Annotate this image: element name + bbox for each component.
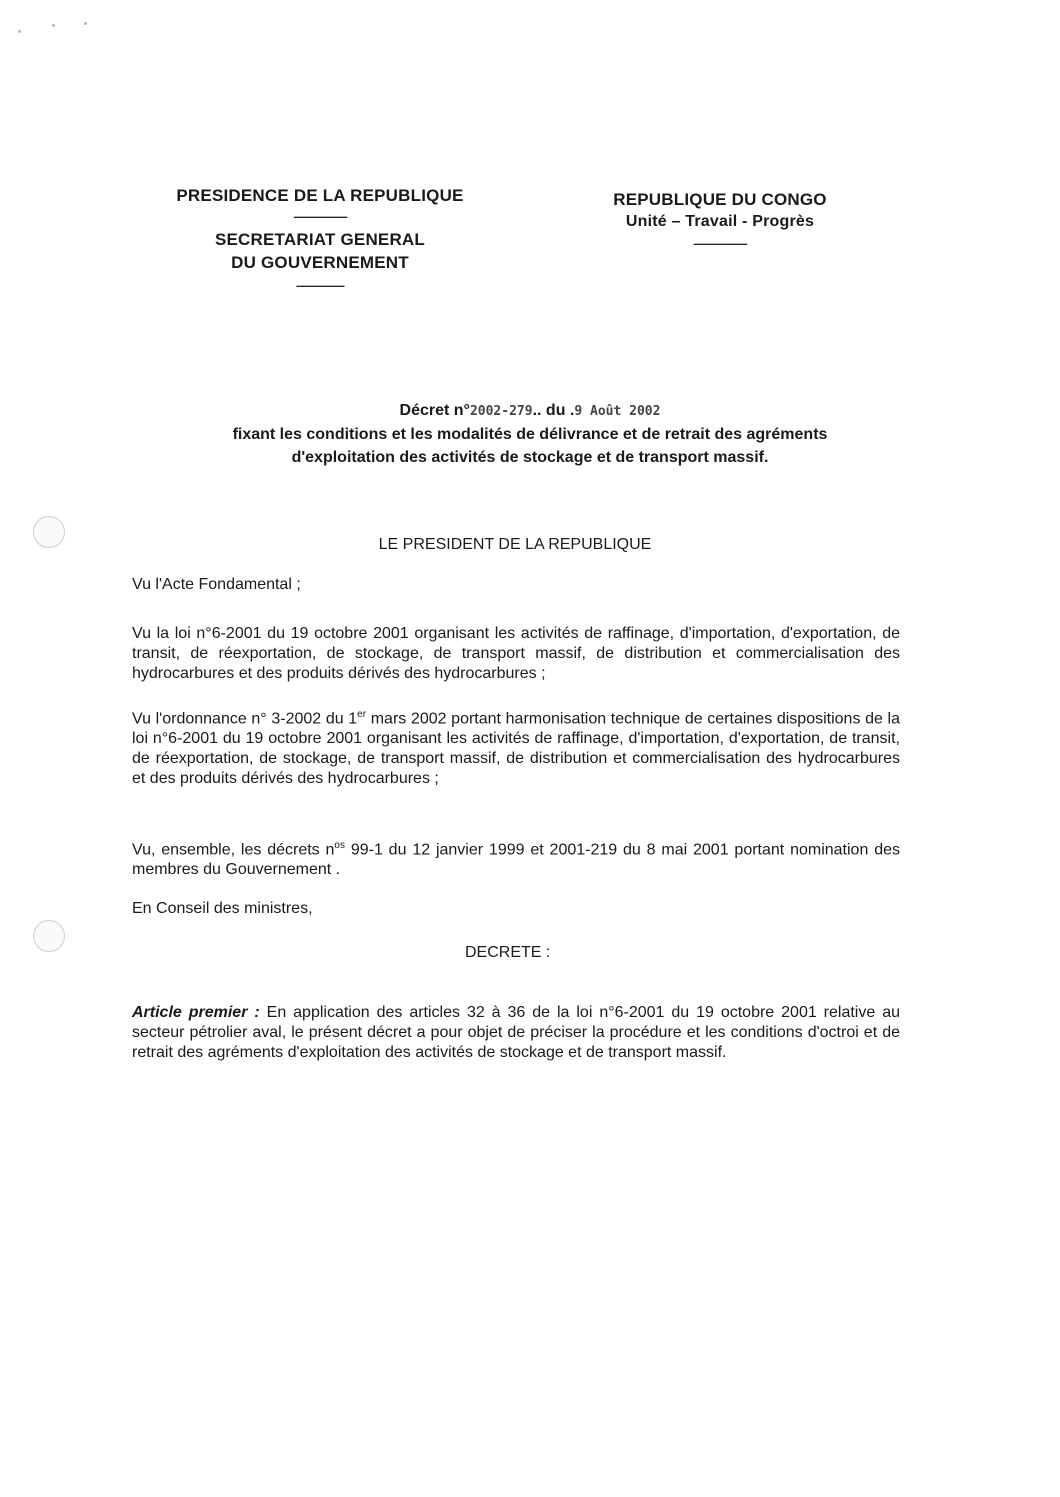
decree-number-handwritten: 2002-279 xyxy=(469,404,533,419)
vu-ordonnance-sup: er xyxy=(357,709,367,720)
scan-speck xyxy=(84,22,87,25)
vu-decrets-sup: os xyxy=(334,840,345,851)
header-presidence: PRESIDENCE DE LA REPUBLIQUE xyxy=(176,186,464,205)
scan-speck xyxy=(18,30,21,33)
decree-title-line-2: fixant les conditions et les modalités de délivrance et de retrait des agréments xyxy=(232,426,828,443)
decree-prefix: Décret n° xyxy=(399,402,470,419)
vu-decrets-text-b: 99-1 du 12 janvier 1999 et 2001-219 du 8 mai 2001 portant nomination des membres du Gouvernement . xyxy=(132,841,900,879)
vu-ordonnance-text-b: mars 2002 portant harmonisation technique de certaines dispositions de la loi n°6-2001 du 19 octobre 2001 organisant les activités de raffinage, d'importation, d'exportation, de transit, de réexportation, de stockage, de transport massif, de distribution et commercialisation des hydrocarbures et des produits dérivés des hydrocarbures ; xyxy=(132,710,901,788)
vu-decrets xyxy=(132,836,900,880)
decrete-heading: DECRETE : xyxy=(465,944,551,961)
decree-du: .. du . xyxy=(532,402,575,419)
article-premier-label: Article premier : xyxy=(132,1004,260,1021)
scan-speck xyxy=(52,24,55,27)
header-gouvernement: DU GOUVERNEMENT xyxy=(231,253,409,272)
decree-title-line-3: d'exploitation des activités de stockage et de transport massif. xyxy=(291,449,769,466)
decree-number-line xyxy=(0,402,1060,420)
punch-hole-bottom xyxy=(33,920,65,952)
header-left-separator-2: ------------------ xyxy=(296,280,344,292)
header-motto: Unité – Travail - Progrès xyxy=(625,213,815,230)
header-republique: REPUBLIQUE DU CONGO xyxy=(613,190,827,209)
vu-ordonnance-3-2002 xyxy=(132,705,900,789)
decree-date-handwritten: 9 Août 2002 xyxy=(574,404,661,419)
conseil-des-ministres: En Conseil des ministres, xyxy=(132,900,313,917)
header-secretariat: SECRETARIAT GENERAL xyxy=(214,230,425,249)
vu-decrets-text-a: Vu, ensemble, les décrets n xyxy=(132,841,335,859)
article-premier xyxy=(132,1003,900,1063)
article-premier-text: En application des articles 32 à 36 de la loi n°6-2001 du 19 octobre 2001 relative au secteur pétrolier aval, le présent décret a pour objet de préciser la procédure et les conditions d'octroi et de retrait des agréments d'exploitation des activités de stockage et de transport massif. xyxy=(132,1004,900,1061)
president-heading: LE PRESIDENT DE LA REPUBLIQUE xyxy=(378,536,652,553)
vu-acte-fondamental: Vu l'Acte Fondamental ; xyxy=(132,576,301,593)
header-right-separator: -------------------- xyxy=(693,238,747,250)
vu-ordonnance-text-a: Vu l'ordonnance n° 3-2002 du 1 xyxy=(132,710,358,728)
header-left-separator-1: -------------------- xyxy=(293,211,347,223)
vu-loi-6-2001: Vu la loi n°6-2001 du 19 octobre 2001 organisant les activités de raffinage, d'importation, d'exportation, de transit, de réexportation, de stockage, de transport massif, de distribution et commercialisation des hydrocarbures et des produits dérivés des hydrocarbures ; xyxy=(132,625,900,682)
